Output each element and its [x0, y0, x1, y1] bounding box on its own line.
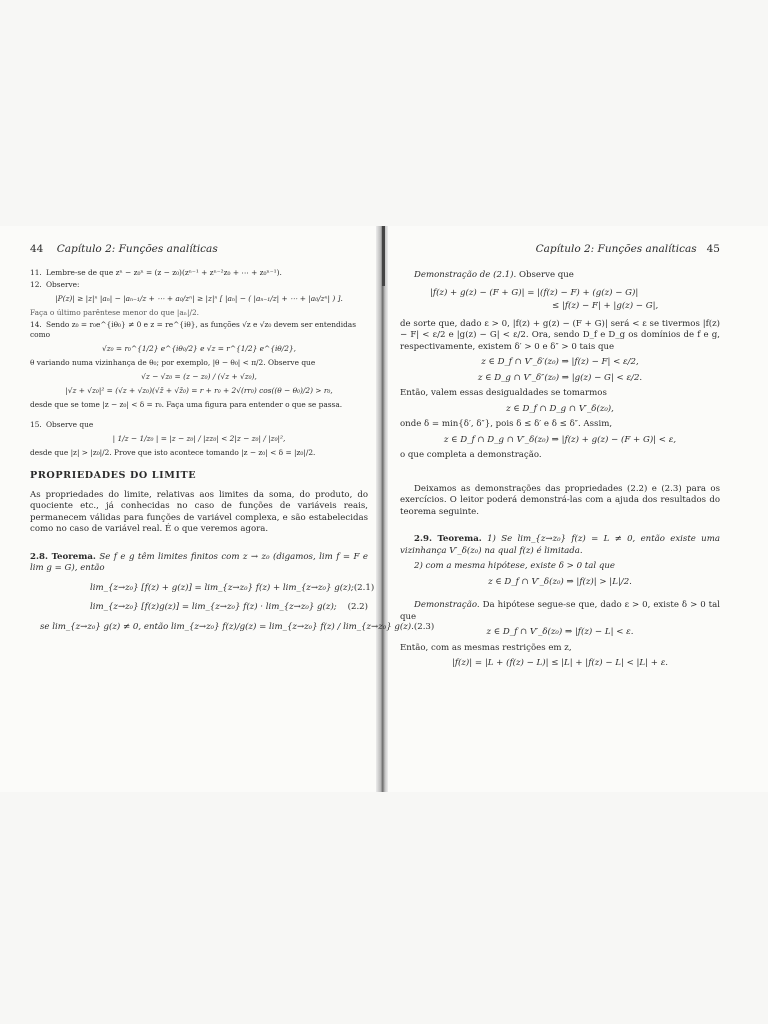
exercise-hint-14: 14. Sendo z₀ = r₀e^{iθ₀} ≠ 0 e z = re^{iθ}, as funções √z e √z₀ devem ser entendidas como — [30, 320, 357, 339]
hint-14-text-3: desde que se tome |z − z₀| < δ = r₀. Faça uma figura para entender o que se passa. — [30, 400, 343, 409]
equation-2-2: lim_{z→z₀} [f(z)g(z)] = lim_{z→z₀} f(z) · lim_{z→z₀} g(z); (2.2) — [90, 602, 368, 612]
aligned-inequality: |f(z) + g(z) − (F + G)| = |(f(z) − F) + (g(z) − G)| ≤ |f(z) − F| + |g(z) − G|, — [430, 287, 659, 311]
hint-14-formula-1: √z₀ = r₀^{1/2} e^{iθ₀/2} e √z = r^{1/2} e^{iθ/2}, — [102, 344, 296, 353]
spine-shadow — [382, 226, 385, 286]
right-running-title: Capítulo 2: Funções analíticas — [535, 243, 697, 255]
condition-conclusion: z ∈ D_f ∩ D_g ∩ V′_δ(z₀) ⇒ |f(z) + g(z) − (F + G)| < ε, — [443, 434, 677, 445]
theorem-2-9-part-2: 2) com a mesma hipótese, existe δ > 0 tal que — [414, 561, 615, 571]
equation-2-1-tag: (2.1) — [353, 582, 375, 593]
hint-14-formula-3: |√z + √z₀|² = (√z + √z₀)(√z̄ + √z̄₀) = r + r₀ + 2√(rr₀) cos((θ − θ₀)/2) > r₀, — [65, 386, 333, 395]
demonstration-paragraph-4: o que completa a demonstração. — [400, 450, 542, 460]
hint-12-note: Faça o último parêntese menor do que |aₙ|/2. — [30, 308, 199, 317]
left-page-number: 44 — [30, 243, 44, 255]
demonstration-2-9-final-formula: |f(z)| = |L + (f(z) − L)| ≤ |L| + |f(z) − L| < |L| + ε. — [451, 658, 669, 668]
hint-14-formula-2: √z − √z₀ = (z − z₀) / (√z + √z₀), — [141, 372, 257, 381]
section-paragraph: As propriedades do limite, relativas aos limites da soma, do produto, do quociente etc., já conhecidas no caso de funções de variáveis reais, permanecem válidas para funções de variável complexa, e são estabelecidas como no caso de variável real. É o que veremos agora. — [30, 489, 368, 534]
exercise-hint-15: 15. Observe que — [30, 420, 94, 429]
left-running-title: Capítulo 2: Funções analíticas — [56, 243, 218, 255]
demonstration-2-9: Demonstração. Da hipótese segue-se que, dado ε > 0, existe δ > 0 tal que — [400, 600, 720, 622]
demonstration-2-9-formula: z ∈ D_f ∩ V′_δ(z₀) ⇒ |f(z) − L| < ε. — [486, 627, 634, 637]
condition-g: z ∈ D_g ∩ V′_δ″(z₀) ⇒ |g(z) − G| < ε/2. — [477, 372, 643, 383]
hint-15-text-2: desde que |z| > |z₀|/2. Prove que isto acontece tomando |z − z₀| < δ = |z₀|/2. — [30, 448, 316, 457]
demonstration-2-9-paragraph: Então, com as mesmas restrições em z, — [400, 642, 572, 653]
theorem-2-9 — [400, 534, 720, 557]
hint-12-formula: |P(z)| ≥ |z|ⁿ |aₙ| − |aₙ₋₁/z + ⋯ + a₀/zⁿ| ≥ |z|ⁿ [ |aₙ| − ( |aₙ₋₁/z| + ⋯ + |a₀/zⁿ| ) ]. — [55, 294, 343, 303]
theorem-2-8-statement: Se f e g têm limites finitos com z → z₀ (digamos, lim f = F e lim g = G), então — [30, 551, 368, 573]
book-spine — [376, 226, 388, 792]
exercise-remark-paragraph: Deixamos as demonstrações das propriedades (2.2) e (2.3) para os exercícios. O leitor poderá demonstrá-las com a ajuda dos resultados do teorema seguinte. — [400, 483, 720, 517]
theorem-2-9-part-1: 1) Se lim_{z→z₀} f(z) = L ≠ 0, então existe uma vizinhança V′_δ(z₀) na qual f(z) é limitada. — [400, 534, 720, 556]
right-running-head — [400, 244, 720, 266]
condition-intersection: z ∈ D_f ∩ D_g ∩ V′_δ(z₀), — [506, 403, 614, 414]
hint-15-formula: | 1/z − 1/z₀ | = |z − z₀| / |zz₀| < 2|z − z₀| / |z₀|², — [112, 434, 286, 443]
right-page — [400, 244, 720, 674]
hint-14-text-2: θ variando numa vizinhança de θ₀; por exemplo, |θ − θ₀| < π/2. Observe que — [30, 358, 316, 367]
section-heading: PROPRIEDADES DO LIMITE — [30, 470, 197, 481]
theorem-2-8 — [30, 552, 368, 575]
equation-2-3: se lim_{z→z₀} g(z) ≠ 0, então lim_{z→z₀} f(z)/g(z) = lim_{z→z₀} f(z) / lim_{z→z₀} g(z). (2.3) — [40, 621, 435, 632]
demonstration-paragraph-1: de sorte que, dado ε > 0, |f(z) + g(z) − (F + G)| será < ε se tivermos |f(z) − F| < ε/2 e |g(z) − G| < ε/2. Ora, sendo D_f e D_g os domínios de f e g, respectivamente, existem δ′ > 0 e δ″ > 0 tais que — [400, 318, 720, 352]
demonstration-paragraph-2: Então, valem essas desigualdades se tomarmos — [400, 388, 607, 398]
exercise-hint-11: 11. Lembre-se de que zⁿ − z₀ⁿ = (z − z₀)(zⁿ⁻¹ + zⁿ⁻²z₀ + ⋯ + z₀ⁿ⁻¹). — [30, 268, 282, 277]
condition-f: z ∈ D_f ∩ V′_δ′(z₀) ⇒ |f(z) − F| < ε/2, — [481, 357, 639, 367]
left-running-head — [30, 244, 368, 266]
left-page — [30, 243, 435, 641]
theorem-2-8-label: 2.8. Teorema. — [30, 551, 96, 562]
equation-2-2-tag: (2.2) — [347, 602, 368, 612]
equation-2-3-tag: (2.3) — [413, 621, 435, 632]
equation-2-1: lim_{z→z₀} [f(z) + g(z)] = lim_{z→z₀} f(z) + lim_{z→z₀} g(z); (2.1) — [90, 582, 375, 593]
exercise-hint-12: 12. Observe: — [30, 280, 80, 289]
demonstration-paragraph-3: onde δ = min{δ′, δ″}, pois δ ≤ δ′ e δ ≤ δ″. Assim, — [400, 419, 613, 429]
theorem-2-9-label: 2.9. Teorema. — [414, 534, 482, 544]
right-page-number: 45 — [706, 243, 720, 255]
demonstration-2-1-intro: Demonstração de (2.1). Observe que — [414, 270, 574, 280]
theorem-2-9-formula: z ∈ D_f ∩ V′_δ(z₀) ⇒ |f(z)| > |L|/2. — [488, 576, 632, 587]
